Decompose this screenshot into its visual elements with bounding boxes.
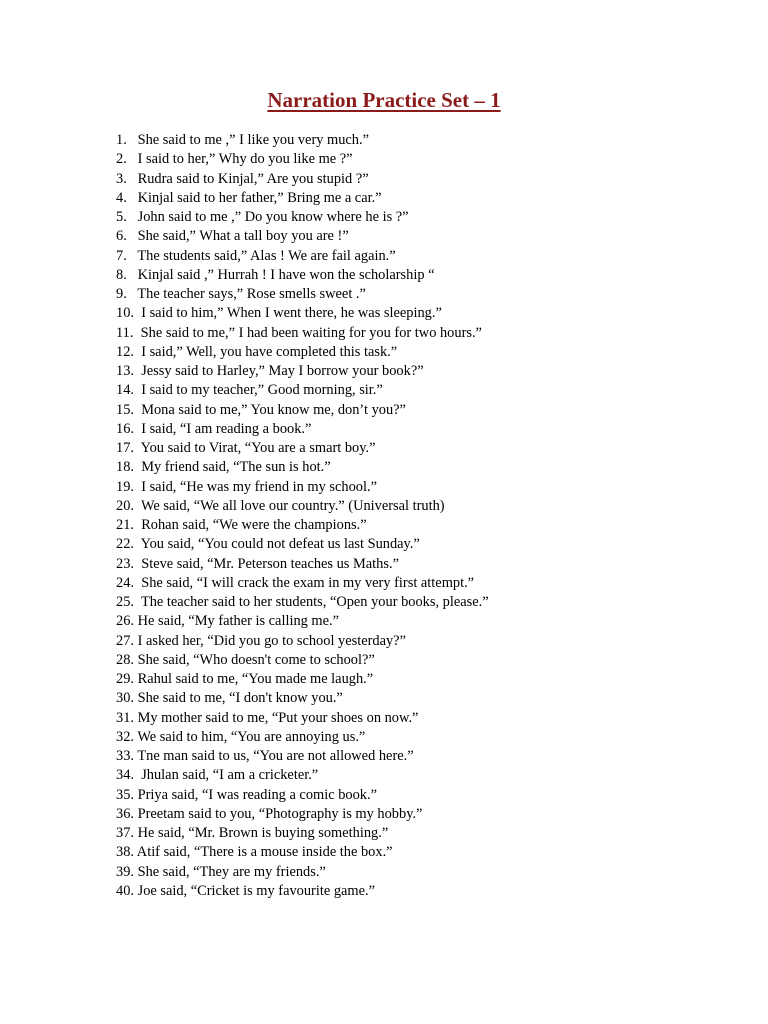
item-text: She said,” What a tall boy you are !” (137, 228, 349, 245)
item-number: 10. (116, 305, 142, 322)
item-text: You said to Virat, “You are a smart boy.” (140, 440, 376, 456)
item-text: I said to her,” Why do you like me ?” (137, 151, 353, 168)
item-number: 21. (116, 517, 142, 533)
list-item (116, 420, 489, 439)
item-number: 13. (116, 363, 142, 379)
item-number: 40. (116, 882, 138, 899)
list-item (116, 227, 489, 246)
item-number: 24. (116, 574, 142, 591)
item-text: Mona said to me,” You know me, don’t you?” (141, 401, 406, 418)
item-text: John said to me ,” Do you know where he is ?” (137, 209, 409, 225)
list-item (116, 458, 489, 477)
item-number: 4. (116, 189, 138, 206)
list-item (116, 478, 489, 497)
list-item (116, 843, 489, 862)
item-number: 7. (116, 247, 138, 264)
item-number: 31. (116, 709, 138, 726)
item-number: 39. (116, 863, 138, 880)
item-number: 25. (116, 594, 141, 610)
item-number: 12. (116, 343, 142, 360)
list-item (116, 882, 489, 901)
item-number: 1. (116, 132, 138, 148)
item-number: 38. (116, 844, 137, 861)
list-item (116, 805, 489, 824)
item-text: She said to me ,” I like you very much.” (137, 132, 369, 148)
item-text: My friend said, “The sun is hot.” (141, 459, 331, 476)
item-number: 37. (116, 825, 138, 841)
list-item (116, 150, 489, 169)
item-number: 32. (116, 728, 138, 745)
item-number: 2. (116, 151, 138, 168)
list-item (116, 651, 489, 670)
list-item (116, 381, 489, 400)
item-number: 9. (116, 286, 138, 302)
list-item (116, 266, 489, 285)
list-item (116, 189, 489, 208)
item-number: 6. (116, 228, 138, 245)
item-text: He said, “My father is calling me.” (137, 613, 339, 630)
item-text: I asked her, “Did you go to school yesterday?” (137, 632, 406, 649)
item-text: Preetam said to you, “Photography is my hobby.” (137, 805, 423, 822)
item-number: 30. (116, 690, 138, 707)
item-number: 19. (116, 478, 142, 495)
item-number: 26. (116, 613, 138, 630)
item-text: She said, “They are my friends.” (137, 863, 326, 880)
item-text: I said, “I am reading a book.” (141, 420, 312, 437)
list-item (116, 362, 489, 381)
item-number: 3. (116, 170, 138, 187)
item-text: Rudra said to Kinjal,” Are you stupid ?” (137, 170, 369, 187)
list-item (116, 535, 489, 554)
item-number: 23. (116, 555, 142, 572)
item-text: Jhulan said, “I am a cricketer.” (141, 767, 319, 784)
list-item (116, 863, 489, 882)
item-text: Tne man said to us, “You are not allowed here.” (137, 748, 414, 764)
item-text: Joe said, “Cricket is my favourite game.” (137, 882, 375, 899)
item-text: The teacher said to her students, “Open your books, please.” (140, 594, 489, 610)
item-text: He said, “Mr. Brown is buying something.” (137, 825, 389, 841)
list-item (116, 497, 489, 516)
item-text: I said,” Well, you have completed this task.” (141, 343, 398, 360)
item-text: Kinjal said to her father,” Bring me a car.” (137, 189, 382, 206)
list-item (116, 247, 489, 266)
list-item (116, 285, 489, 304)
page-title: Narration Practice Set – 1 (267, 88, 501, 112)
list-item (116, 709, 489, 728)
item-text: She said to me,” I had been waiting for you for two hours.” (140, 324, 482, 341)
list-item (116, 574, 489, 593)
list-item (116, 632, 489, 651)
item-number: 17. (116, 440, 141, 456)
item-number: 8. (116, 266, 138, 283)
list-item (116, 304, 489, 323)
item-text: Kinjal said ,” Hurrah ! I have won the scholarship “ (137, 266, 435, 283)
item-number: 33. (116, 748, 138, 764)
item-text: Rahul said to me, “You made me laugh.” (137, 671, 374, 687)
list-item (116, 728, 489, 747)
list-item (116, 401, 489, 420)
list-item (116, 824, 489, 843)
list-item (116, 766, 489, 785)
item-text: We said to him, “You are annoying us.” (137, 728, 366, 745)
item-number: 14. (116, 382, 142, 399)
item-text: Jessy said to Harley,” May I borrow your book?” (141, 363, 424, 379)
list-item (116, 324, 489, 343)
item-text: She said to me, “I don't know you.” (137, 690, 343, 707)
list-item (116, 670, 489, 689)
item-text: We said, “We all love our country.” (Universal truth) (140, 497, 445, 514)
list-item (116, 516, 489, 535)
item-number: 15. (116, 401, 142, 418)
item-text: I said to him,” When I went there, he was sleeping.” (141, 305, 442, 322)
list-item (116, 612, 489, 631)
question-list (116, 131, 489, 901)
item-number: 5. (116, 209, 138, 225)
item-text: Priya said, “I was reading a comic book.” (137, 786, 377, 803)
item-number: 34. (116, 767, 142, 784)
list-item (116, 131, 489, 150)
list-item (116, 747, 489, 766)
item-number: 18. (116, 459, 142, 476)
item-text: Rohan said, “We were the champions.” (141, 517, 367, 533)
item-number: 35. (116, 786, 138, 803)
item-number: 27. (116, 632, 138, 649)
item-number: 28. (116, 651, 138, 668)
list-item (116, 170, 489, 189)
item-text: My mother said to me, “Put your shoes on now.” (137, 709, 419, 726)
item-number: 29. (116, 671, 138, 687)
item-text: Steve said, “Mr. Peterson teaches us Maths.” (141, 555, 399, 572)
item-text: The students said,” Alas ! We are fail again.” (137, 247, 396, 264)
item-text: You said, “You could not defeat us last Sunday.” (140, 536, 420, 553)
list-item (116, 343, 489, 362)
item-number: 11. (116, 324, 141, 341)
item-text: The teacher says,” Rose smells sweet .” (137, 286, 366, 302)
item-text: She said, “I will crack the exam in my very first attempt.” (141, 574, 475, 591)
item-number: 22. (116, 536, 141, 553)
list-item (116, 689, 489, 708)
list-item (116, 786, 489, 805)
list-item (116, 208, 489, 227)
list-item (116, 439, 489, 458)
list-item (116, 555, 489, 574)
item-text: I said, “He was my friend in my school.” (141, 478, 377, 495)
item-number: 36. (116, 805, 138, 822)
item-text: She said, “Who doesn't come to school?” (137, 651, 375, 668)
item-text: Atif said, “There is a mouse inside the box.” (136, 844, 393, 861)
item-number: 16. (116, 420, 142, 437)
item-number: 20. (116, 497, 141, 514)
list-item (116, 593, 489, 612)
item-text: I said to my teacher,” Good morning, sir.” (141, 382, 383, 399)
